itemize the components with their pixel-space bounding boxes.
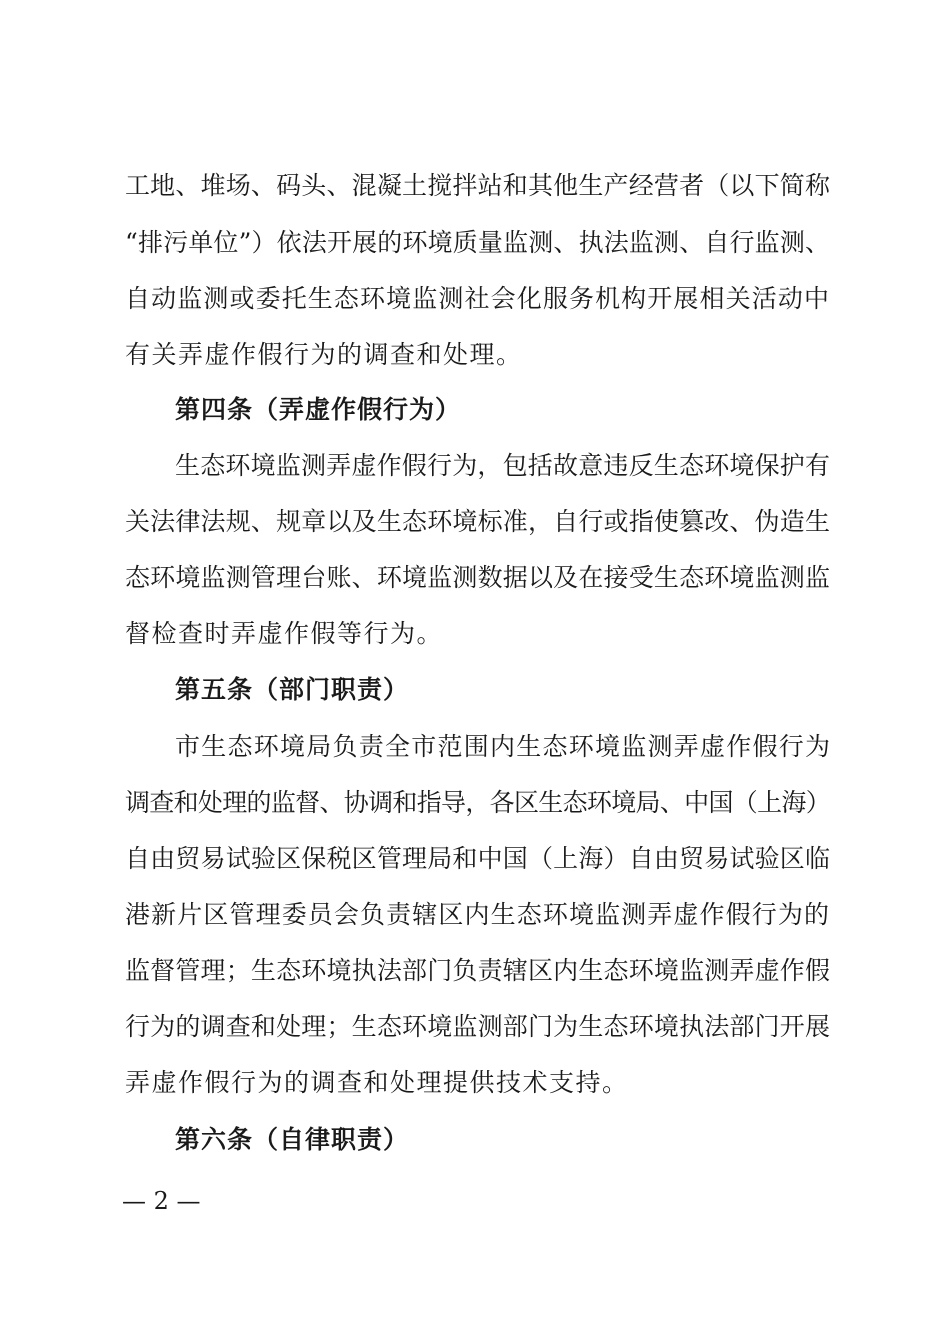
paragraph-line: 自由贸易试验区保税区管理局和中国（上海）自由贸易试验区临 (125, 844, 830, 873)
paragraph-line: 有关弄虚作假行为的调查和处理。 (125, 340, 523, 369)
article-heading: 第四条（弄虚作假行为） (175, 395, 462, 424)
paragraph-line: 关法律法规、规章以及生态环境标准，自行或指使篡改、伪造生 (125, 507, 830, 536)
article-heading: 第六条（自律职责） (175, 1125, 410, 1154)
paragraph-line: 督检查时弄虚作假等行为。 (125, 619, 444, 648)
paragraph-line: 态环境监测管理台账、环境监测数据以及在接受生态环境监测监 (125, 563, 830, 592)
article-heading: 第五条（部门职责） (175, 675, 410, 704)
paragraph-line: 调查和处理的监督、协调和指导，各区生态环境局、中国（上海） (125, 788, 830, 817)
paragraph-line: 监督管理；生态环境执法部门负责辖区内生态环境监测弄虚作假 (125, 956, 830, 985)
paragraph-line: 港新片区管理委员会负责辖区内生态环境监测弄虚作假行为的 (125, 900, 830, 929)
paragraph-line: 市生态环境局负责全市范围内生态环境监测弄虚作假行为 (175, 732, 832, 761)
paragraph-line: 行为的调查和处理；生态环境监测部门为生态环境执法部门开展 (125, 1012, 830, 1041)
paragraph-line: 弄虚作假行为的调查和处理提供技术支持。 (125, 1068, 629, 1097)
paragraph-line: 自动监测或委托生态环境监测社会化服务机构开展相关活动中 (125, 284, 830, 313)
paragraph-line: 工地、堆场、码头、混凝土搅拌站和其他生产经营者（以下简称 (125, 171, 830, 200)
paragraph-line: 生态环境监测弄虚作假行为，包括故意违反生态环境保护有 (175, 451, 830, 480)
page-number: — 2 — (122, 1187, 201, 1215)
paragraph-line: “排污单位”）依法开展的环境质量监测、执法监测、自行监测、 (125, 228, 830, 257)
